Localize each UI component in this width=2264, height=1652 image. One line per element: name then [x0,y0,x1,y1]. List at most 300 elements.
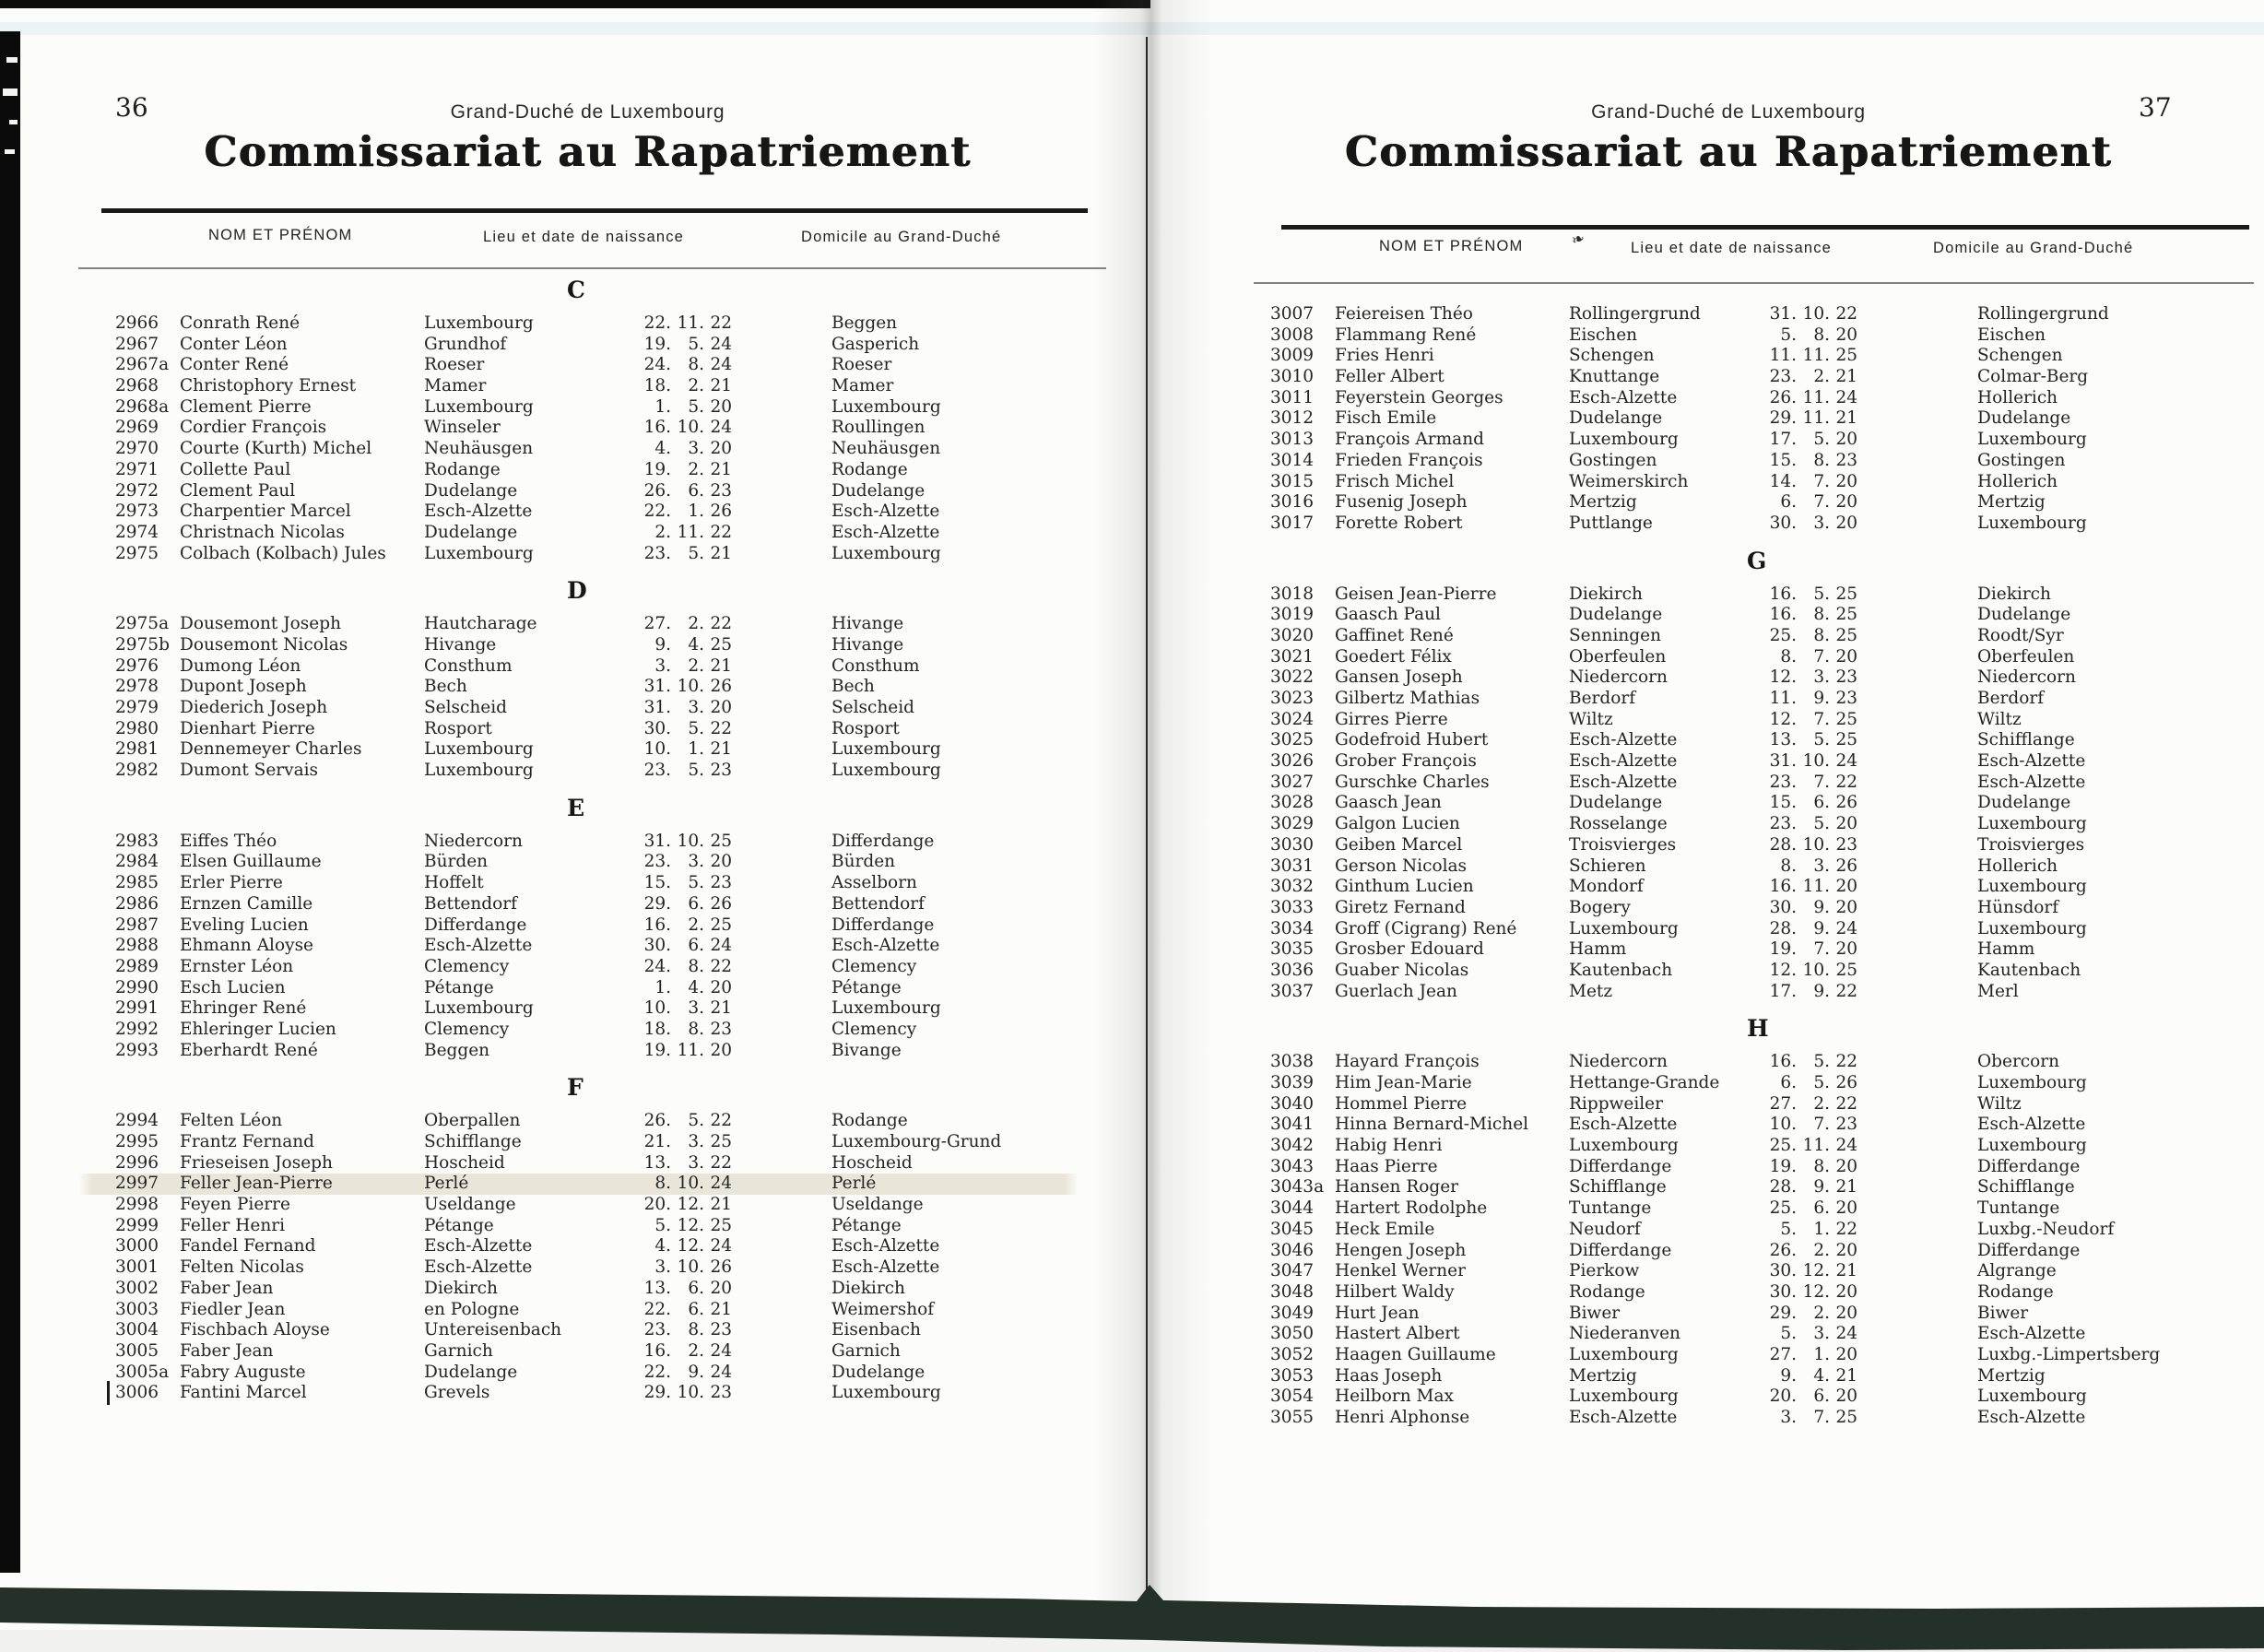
cell-domicile: Neuhäusgen [831,439,941,459]
cell-domicile: Luxembourg [831,543,941,563]
cell-birthplace: Garnich [424,1340,493,1361]
cell-domicile: Weimershof [831,1299,935,1319]
date-day: 23. [643,1320,671,1340]
cell-domicile: Dudelange [1977,793,2071,813]
cell-number: 2989 [115,956,159,976]
date-month: 7. [1813,709,1830,729]
date-month: 1. [688,502,704,522]
cell-number: 3022 [1270,667,1315,688]
cell-number: 3029 [1270,814,1315,834]
cell-domicile: Oberfeulen [1977,646,2075,667]
cell-birthplace: Wiltz [1569,709,1613,729]
date-month: 4. [1813,1365,1830,1386]
cell-number: 3055 [1270,1408,1315,1427]
date-month: 10. [1802,960,1830,980]
date-day: 4. [654,1236,671,1257]
cell-number: 3004 [115,1320,159,1340]
cell-birthplace: Schieren [1569,856,1646,876]
cell-number: 2998 [115,1195,159,1215]
cell-birthplace: Diekirch [424,1278,498,1298]
cell-number: 3035 [1270,939,1315,960]
date-year: 24 [1835,387,1857,407]
date-day: 5. [1780,1219,1797,1239]
cell-domicile: Selscheid [831,698,915,717]
date-year: 20 [1835,814,1857,834]
date-year: 23 [1835,834,1857,855]
cell-number: 3041 [1270,1115,1315,1135]
cell-number: 2975b [115,634,170,655]
cell-name: Fusenig Joseph [1335,492,1468,513]
date-year: 25 [1835,584,1857,604]
cell-name: Eveling Lucien [180,914,309,935]
date-day: 30. [1769,513,1797,533]
cell-name: Geiben Marcel [1335,834,1463,855]
cell-number: 2997 [115,1174,159,1194]
section-letter: C [567,277,585,303]
cell-domicile: Luxembourg [1977,513,2087,533]
page-number: 36 [115,92,148,123]
cell-domicile: Garnich [831,1340,901,1361]
date-day: 8. [1780,856,1797,876]
cell-domicile: Perlé [831,1174,877,1194]
date-day: 26. [643,480,671,501]
date-year: 20 [710,698,732,717]
cell-birthplace: Rippweiler [1569,1093,1663,1114]
cell-name: Heck Emile [1335,1219,1435,1239]
cell-domicile: Luxembourg [1977,877,2087,897]
cell-birthplace: Hoffelt [424,873,484,893]
cell-domicile: Esch-Alzette [1977,1408,2086,1427]
cell-name: Eberhardt René [180,1040,318,1060]
cell-birthplace: Troisvierges [1569,834,1677,855]
date-year: 20 [1835,1303,1857,1323]
date-year: 20 [710,439,732,459]
cell-domicile: Beggen [831,313,898,333]
date-month: 12. [677,1215,704,1235]
date-day: 23. [1769,772,1797,792]
cell-number: 2982 [115,761,159,781]
cell-number: 3030 [1270,834,1315,855]
cell-domicile: Roullingen [831,418,926,438]
date-day: 15. [1769,793,1797,813]
cell-birthplace: Dudelange [1569,408,1663,429]
cell-birthplace: Hettange-Grande [1569,1073,1720,1092]
date-day: 3. [654,655,671,676]
date-day: 11. [1769,689,1797,708]
cell-name: François Armand [1335,430,1484,450]
date-month: 3. [1813,856,1830,876]
cell-birthplace: Pétange [424,1215,494,1235]
cell-number: 3008 [1270,324,1315,345]
cell-domicile: Eisenbach [831,1320,921,1340]
date-year: 24 [710,418,732,438]
cell-birthplace: Bogery [1569,897,1631,917]
date-month: 9. [1813,918,1830,938]
date-month: 7. [1813,492,1830,513]
date-month: 9. [1813,897,1830,917]
cell-name: Guaber Nicolas [1335,960,1469,980]
date-day: 16. [1769,877,1797,897]
cell-name: Ehmann Aloyse [180,936,314,956]
cell-domicile: Colmar-Berg [1977,367,2089,387]
cell-name: Hastert Albert [1335,1324,1460,1344]
cell-domicile: Bürden [831,852,896,872]
date-month: 6. [1813,793,1830,813]
cell-number: 2976 [115,655,159,676]
date-day: 6. [1780,1073,1797,1092]
cell-number: 2981 [115,739,159,760]
date-month: 5. [688,1111,704,1131]
cell-birthplace: Esch-Alzette [424,1257,533,1278]
date-day: 23. [643,543,671,563]
cell-domicile: Luxembourg [1977,1386,2087,1407]
date-day: 19. [643,334,671,354]
date-day: 4. [654,439,671,459]
cell-birthplace: Winseler [424,418,501,438]
cell-domicile: Biwer [1977,1303,2029,1323]
cell-number: 2966 [115,313,159,333]
date-month: 2. [688,914,704,935]
date-month: 6. [688,1299,704,1319]
cell-number: 3024 [1270,709,1315,729]
date-year: 21 [1835,408,1857,429]
date-day: 27. [643,614,671,634]
date-month: 11. [1802,387,1830,407]
cell-birthplace: Schengen [1569,346,1655,366]
cell-number: 3021 [1270,646,1315,667]
date-day: 18. [643,1019,671,1039]
date-month: 1. [688,739,704,760]
cell-name: Dienhart Pierre [180,718,315,738]
cell-number: 2978 [115,677,159,697]
date-year: 25 [1835,709,1857,729]
date-year: 21 [710,1195,732,1215]
cell-name: Henkel Werner [1335,1261,1466,1281]
date-month: 6. [688,480,704,501]
date-year: 20 [1835,492,1857,513]
cell-birthplace: Esch-Alzette [1569,1408,1678,1427]
date-month: 8. [1813,625,1830,645]
cell-number: 2986 [115,893,159,914]
date-year: 22 [1835,304,1857,324]
cell-name: Fischbach Aloyse [180,1320,330,1340]
date-day: 5. [1780,324,1797,345]
cell-name: Clement Pierre [180,396,312,417]
date-month: 11. [677,1040,704,1060]
date-day: 31. [643,698,671,717]
cell-name: Ehleringer Lucien [180,1019,336,1039]
date-year: 23 [1835,689,1857,708]
date-year: 24 [710,1174,732,1194]
date-year: 23 [710,1320,732,1340]
date-day: 9. [1780,1365,1797,1386]
cell-birthplace: Esch-Alzette [1569,730,1678,750]
date-month: 6. [688,1278,704,1298]
cell-birthplace: Hamm [1569,939,1627,960]
cell-birthplace: Luxembourg [424,313,534,333]
cell-number: 3039 [1270,1073,1315,1092]
cell-number: 3003 [115,1299,159,1319]
date-month: 11. [1802,408,1830,429]
date-year: 24 [710,936,732,956]
date-month: 7. [1813,646,1830,667]
column-header-domicile: Domicile au Grand-Duché [801,229,1002,245]
cell-birthplace: Luxembourg [1569,1386,1679,1407]
date-year: 26 [710,1257,732,1278]
cell-name: Fisch Emile [1335,408,1437,429]
cell-name: Grober François [1335,751,1477,772]
cell-birthplace: Clemency [424,1019,510,1039]
cell-number: 3032 [1270,877,1315,897]
date-day: 30. [1769,897,1797,917]
cell-name: Courte (Kurth) Michel [180,439,372,459]
cell-name: Dupont Joseph [180,677,307,697]
cell-birthplace: Mertzig [1569,492,1637,513]
date-year: 20 [1835,1386,1857,1407]
column-header-birth: Lieu et date de naissance [1631,240,1833,256]
page-header: Grand-Duché de Luxembourg [1591,101,1866,123]
cell-name: Godefroid Hubert [1335,730,1489,750]
date-year: 25 [1835,960,1857,980]
date-day: 24. [643,355,671,375]
date-day: 19. [1769,1156,1797,1176]
cell-number: 3007 [1270,304,1315,324]
date-year: 23 [1835,667,1857,688]
cell-number: 2992 [115,1019,159,1039]
cell-domicile: Hünsdorf [1977,897,2059,917]
section-letter: F [567,1074,584,1102]
cell-domicile: Eischen [1977,324,2046,345]
page-header: Grand-Duché de Luxembourg [450,101,725,123]
date-day: 6. [1780,492,1797,513]
date-day: 15. [643,873,671,893]
cell-domicile: Hoscheid [831,1152,913,1173]
date-day: 25. [1769,1198,1797,1219]
date-year: 25 [1835,730,1857,750]
cell-number: 3043a [1270,1177,1325,1198]
cell-name: Ernzen Camille [180,893,313,914]
cell-name: Faber Jean [180,1278,274,1298]
cell-name: Dennemeyer Charles [180,739,362,760]
cell-name: Ginthum Lucien [1335,877,1474,897]
cell-domicile: Rodange [831,1111,908,1131]
cell-number: 3034 [1270,918,1315,938]
date-day: 30. [1769,1281,1797,1302]
cell-number: 3027 [1270,772,1315,792]
date-day: 20. [1769,1386,1797,1407]
page-title: Commissariat au Rapatriement [204,127,972,176]
page-title: Commissariat au Rapatriement [1344,127,2113,176]
cell-name: Gaasch Paul [1335,605,1441,625]
cell-birthplace: Roeser [424,355,485,375]
date-month: 10. [677,677,704,697]
cell-domicile: Luxembourg [1977,1073,2087,1092]
date-year: 22 [710,718,732,738]
cell-domicile: Differdange [1977,1156,2081,1176]
cell-domicile: Dudelange [1977,408,2071,429]
cell-domicile: Bech [831,677,875,697]
cell-domicile: Pétange [831,977,902,997]
date-day: 23. [643,852,671,872]
cell-name: Gilbertz Mathias [1335,689,1480,708]
cell-name: Haas Pierre [1335,1156,1438,1176]
date-month: 7. [1813,1115,1830,1135]
cell-birthplace: Pierkow [1569,1261,1640,1281]
cell-name: Charpentier Marcel [180,502,351,522]
date-month: 3. [1813,667,1830,688]
date-day: 25. [1769,1136,1797,1156]
cell-domicile: Mamer [831,376,894,396]
date-month: 12. [677,1195,704,1215]
cell-domicile: Luxembourg [1977,814,2087,834]
cell-name: Cordier François [180,418,327,438]
cell-name: Felten Léon [180,1111,283,1131]
date-month: 8. [688,956,704,976]
date-day: 31. [1769,751,1797,772]
cell-number: 3023 [1270,689,1315,708]
date-month: 12. [677,1236,704,1257]
date-year: 20 [1835,513,1857,533]
cell-domicile: Hollerich [1977,856,2058,876]
cell-name: Dousemont Joseph [180,614,341,634]
date-month: 5. [1813,730,1830,750]
date-year: 25 [710,1132,732,1151]
date-year: 22 [710,1152,732,1173]
cell-domicile: Diekirch [831,1278,905,1298]
cell-name: Dumong Léon [180,655,301,676]
cell-birthplace: Luxembourg [1569,918,1679,938]
date-month: 4. [688,977,704,997]
cell-domicile: Dudelange [1977,605,2071,625]
date-year: 25 [1835,625,1857,645]
cell-name: Haagen Guillaume [1335,1344,1496,1364]
cell-number: 3044 [1270,1198,1315,1219]
cell-number: 3017 [1270,513,1315,533]
cell-number: 2985 [115,873,159,893]
date-day: 30. [643,718,671,738]
cell-birthplace: Esch-Alzette [424,936,533,956]
cell-domicile: Rollingergrund [1977,304,2109,324]
page-number: 37 [2139,92,2172,123]
date-year: 22 [710,522,732,542]
date-year: 21 [1835,1365,1857,1386]
date-month: 3. [688,852,704,872]
cell-name: Frieseisen Joseph [180,1152,333,1173]
date-month: 7. [1813,939,1830,960]
date-month: 5. [688,543,704,563]
cell-birthplace: Luxembourg [424,761,534,781]
cell-name: Him Jean-Marie [1335,1073,1472,1092]
cell-number: 2996 [115,1152,159,1173]
cell-birthplace: Niederanven [1569,1324,1680,1344]
cell-birthplace: Selscheid [424,698,508,717]
date-year: 20 [1835,1281,1857,1302]
cell-birthplace: Puttlange [1569,513,1653,533]
cell-number: 3033 [1270,897,1315,917]
date-month: 5. [1813,584,1830,604]
date-month: 5. [1813,1073,1830,1092]
cell-birthplace: Luxembourg [424,396,534,417]
cell-birthplace: en Pologne [424,1299,520,1319]
cell-birthplace: Luxembourg [1569,430,1679,450]
date-day: 17. [1769,981,1797,1001]
date-month: 2. [688,376,704,396]
cell-birthplace: Mondorf [1569,877,1644,897]
cell-birthplace: Eischen [1569,324,1638,345]
cell-number: 2973 [115,502,159,522]
cell-domicile: Luxembourg [831,998,941,1019]
date-day: 10. [643,998,671,1019]
date-day: 28. [1769,918,1797,938]
cell-number: 2969 [115,418,159,438]
cell-name: Geisen Jean-Pierre [1335,584,1497,604]
cell-domicile: Hollerich [1977,387,2058,407]
cell-birthplace: Tuntange [1569,1198,1652,1219]
cell-birthplace: Oberfeulen [1569,646,1667,667]
cell-name: Flammang René [1335,324,1477,345]
date-year: 24 [710,1236,732,1257]
date-day: 24. [643,956,671,976]
date-year: 25 [1835,1408,1857,1427]
cell-birthplace: Rodange [424,459,501,479]
date-month: 8. [688,1320,704,1340]
date-day: 10. [643,739,671,760]
cell-birthplace: Schifflange [424,1132,522,1151]
cell-domicile: Hollerich [1977,471,2058,491]
date-day: 19. [1769,939,1797,960]
cell-name: Eiffes Théo [180,831,277,851]
date-day: 29. [643,893,671,914]
cell-birthplace: Esch-Alzette [1569,387,1678,407]
date-day: 19. [643,459,671,479]
cell-birthplace: Oberpallen [424,1111,521,1131]
cell-birthplace: Useldange [424,1195,516,1215]
cell-birthplace: Beggen [424,1040,490,1060]
date-day: 13. [643,1278,671,1298]
cell-domicile: Esch-Alzette [831,1257,940,1278]
column-header-domicile: Domicile au Grand-Duché [1933,240,2134,256]
cell-birthplace: Mamer [424,376,487,396]
cell-number: 2971 [115,459,159,479]
date-year: 24 [710,355,732,375]
cell-name: Fantini Marcel [180,1383,307,1403]
cell-birthplace: Rodange [1569,1281,1645,1302]
cell-domicile: Differdange [831,914,935,935]
cell-number: 3011 [1270,387,1315,407]
date-month: 5. [1813,430,1830,450]
date-day: 18. [643,376,671,396]
date-day: 31. [643,831,671,851]
cell-domicile: Roeser [831,355,892,375]
date-day: 13. [643,1152,671,1173]
date-month: 10. [677,831,704,851]
cell-birthplace: Senningen [1569,625,1661,645]
cell-number: 3012 [1270,408,1315,429]
date-day: 16. [643,914,671,935]
date-day: 8. [1780,646,1797,667]
cell-number: 2984 [115,852,159,872]
cell-name: Colbach (Kolbach) Jules [180,543,386,563]
date-year: 23 [710,1019,732,1039]
date-month: 12. [1802,1281,1830,1302]
cell-name: Gurschke Charles [1335,772,1490,792]
date-day: 17. [1769,430,1797,450]
date-month: 5. [688,873,704,893]
date-year: 22 [1835,1093,1857,1114]
cell-name: Guerlach Jean [1335,981,1457,1001]
cell-name: Fiedler Jean [180,1299,286,1319]
cell-domicile: Esch-Alzette [831,522,940,542]
